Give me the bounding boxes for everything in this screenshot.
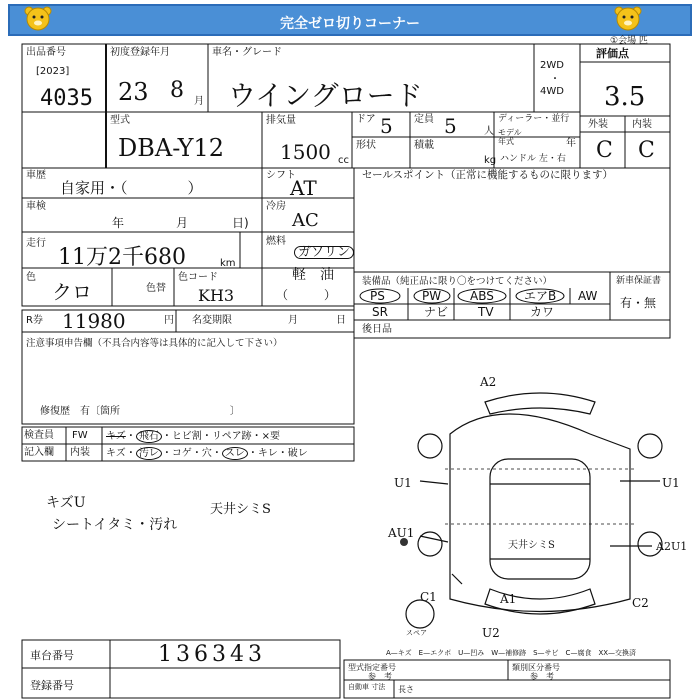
engine-label: 排気量 [266, 115, 296, 126]
chassis-value: 136343 [158, 642, 266, 667]
model-label: 型式 [110, 115, 130, 126]
door-label: ドア [356, 114, 376, 125]
recycle-value: 11980 [62, 309, 126, 333]
recycle-label: R券 [26, 315, 43, 326]
equip-leather: カワ [530, 305, 555, 319]
fuel-gas: ガソリン [294, 246, 354, 259]
cooler-label: 冷房 [266, 201, 286, 212]
color-value: クロ [52, 280, 92, 304]
repair-label: 修復歴 有〔箇所 〕 [40, 406, 240, 417]
drive-2wd: 2WD [540, 60, 564, 71]
registration-month: 8 [170, 78, 184, 103]
fuel-label: 燃料 [266, 236, 286, 247]
interior-note-3: 天井シミS [210, 502, 271, 517]
lot-number: 4035 [40, 86, 93, 111]
model-value: DBA-Y12 [118, 134, 225, 162]
type-designation-label: 型式指定番号 [348, 663, 396, 672]
car-name-label: 車名・グレード [212, 47, 282, 58]
equip-navi: ナビ [424, 305, 449, 319]
warranty-value: 有・無 [620, 296, 657, 310]
color-label: 色 [26, 272, 36, 283]
score-int: C [638, 138, 655, 163]
sales-point-label: セールスポイント（正常に機能するものに限ります） [362, 169, 614, 181]
score-ext-label: 外装 [588, 119, 608, 130]
mark-spare: スペア [406, 629, 427, 637]
mark-c1: C1 [420, 590, 437, 604]
shape-label: 形状 [356, 140, 376, 151]
car-name: ウイングロード [228, 79, 423, 112]
change-label: 名変期限 [192, 315, 232, 326]
interior-note-2: シートイタミ・汚れ [52, 517, 178, 533]
mileage-value: 11万2千680 [58, 245, 186, 270]
lot-year: [2023] [36, 66, 70, 77]
damage-legend: A—キズ E—エクボ U—凹み W—補修跡 S—サビ C—腐食 XX—交換済 [386, 649, 637, 657]
load-unit: kg [484, 155, 497, 166]
score-value: 3.5 [604, 82, 646, 112]
inspector-label-2: 記入欄 [24, 447, 54, 458]
engine-unit: cc [338, 155, 349, 166]
color-code: KH3 [198, 286, 235, 305]
inspector-row1-head: FW [72, 430, 88, 441]
history-value: 自家用・（ ） [60, 179, 203, 197]
inspector-label: 検査員 [24, 430, 54, 441]
change-day: 日 [336, 315, 346, 326]
interior-note-1: キズU [46, 495, 86, 511]
equip-airbag: エアB [524, 289, 557, 303]
banner-title: 完全ゼロ切りコーナー [280, 16, 420, 32]
mileage-unit: km [220, 258, 236, 269]
class-label: 類別区分番号 [512, 663, 560, 672]
inspection-day: 日) [232, 216, 249, 230]
mark-a2: A2 [480, 375, 497, 389]
equip-ps: PS [370, 289, 385, 303]
drive-dot: ・ [550, 74, 560, 85]
fuel-diesel: 軽 油 [292, 267, 334, 283]
lot-label: 出品番号 [26, 47, 66, 58]
cooler-value: AC [292, 210, 319, 231]
warranty-label: 新車保証書 [616, 276, 662, 286]
registration-month-unit: 月 [194, 96, 204, 107]
chassis-label: 車台番号 [30, 649, 74, 662]
change-month: 月 [288, 315, 298, 326]
score-int-label: 内装 [632, 119, 652, 130]
load-label: 積載 [414, 140, 434, 151]
dealer-label: ディーラー・並行 [498, 114, 570, 124]
mark-c2: C2 [632, 596, 649, 610]
equip-sr: SR [372, 305, 388, 319]
notes-label: 注意事項申告欄（不具合内容等は具体的に記入して下さい） [26, 338, 283, 349]
equipment-label: 装備品（純正品に限り〇をつけてください） [362, 276, 553, 287]
fuel-paren: （ ） [276, 288, 337, 302]
dimension-label: 自動車 寸法 [348, 683, 386, 691]
inspection-month: 月 [176, 216, 189, 230]
mark-u1-right: U1 [662, 476, 680, 490]
length-label: 長さ [398, 685, 414, 694]
mileage-label: 走行 [26, 238, 46, 249]
color-tone-label: 色替 [146, 283, 166, 294]
recycle-unit: 円 [164, 315, 174, 326]
mark-u2: U2 [482, 626, 500, 640]
equip-aw: AW [578, 289, 598, 303]
type-ref: 参 考 [368, 672, 392, 681]
reg-no-label: 登録番号 [30, 679, 74, 692]
equip-tv: TV [478, 305, 494, 319]
shift-value: AT [290, 176, 317, 200]
model-year-label: モデル年式 [498, 128, 522, 146]
registration-label: 初度登録年月 [110, 47, 170, 58]
mark-u1-left: U1 [394, 476, 412, 490]
equip-pw: PW [422, 289, 442, 303]
rear-seat-label: 後日品 [362, 324, 392, 335]
score-ext: C [596, 138, 613, 163]
registration-year: 23 [118, 78, 149, 106]
inspection-label: 車検 [26, 201, 46, 212]
equip-abs: ABS [470, 289, 494, 303]
shift-label: シフト [266, 170, 296, 181]
inspector-row1: キズ・ 飛石 ・ヒビ割・リペア跡・×要 [106, 431, 281, 442]
venue-mark: ①会場 匹 [610, 36, 648, 46]
class-ref: 参 考 [530, 672, 554, 681]
color-code-label: 色コード [178, 272, 218, 283]
capacity-unit: 人 [484, 126, 494, 137]
mark-roof: 天井シミS [508, 540, 555, 551]
model-year-unit: 年 [566, 138, 576, 149]
engine-value: 1500 [280, 140, 331, 164]
history-label: 車歴 [26, 170, 46, 181]
score-label: 評価点 [596, 47, 629, 60]
inspection-year: 年 [112, 216, 125, 230]
mark-au1: AU1 [388, 526, 415, 540]
handle-label: ハンドル 左・右 [500, 154, 566, 164]
drive-4wd: 4WD [540, 86, 564, 97]
mark-a1: A1 [500, 592, 517, 606]
inspector-row2-head: 内装 [70, 447, 90, 458]
door-value: 5 [380, 114, 393, 138]
capacity-label: 定員 [414, 114, 434, 125]
mark-a2u1: A2U1 [656, 540, 688, 553]
inspector-row2: キズ・ 汚レ ・コゲ・穴・ スレ ・キレ・破レ [106, 448, 308, 459]
capacity-value: 5 [444, 114, 457, 138]
